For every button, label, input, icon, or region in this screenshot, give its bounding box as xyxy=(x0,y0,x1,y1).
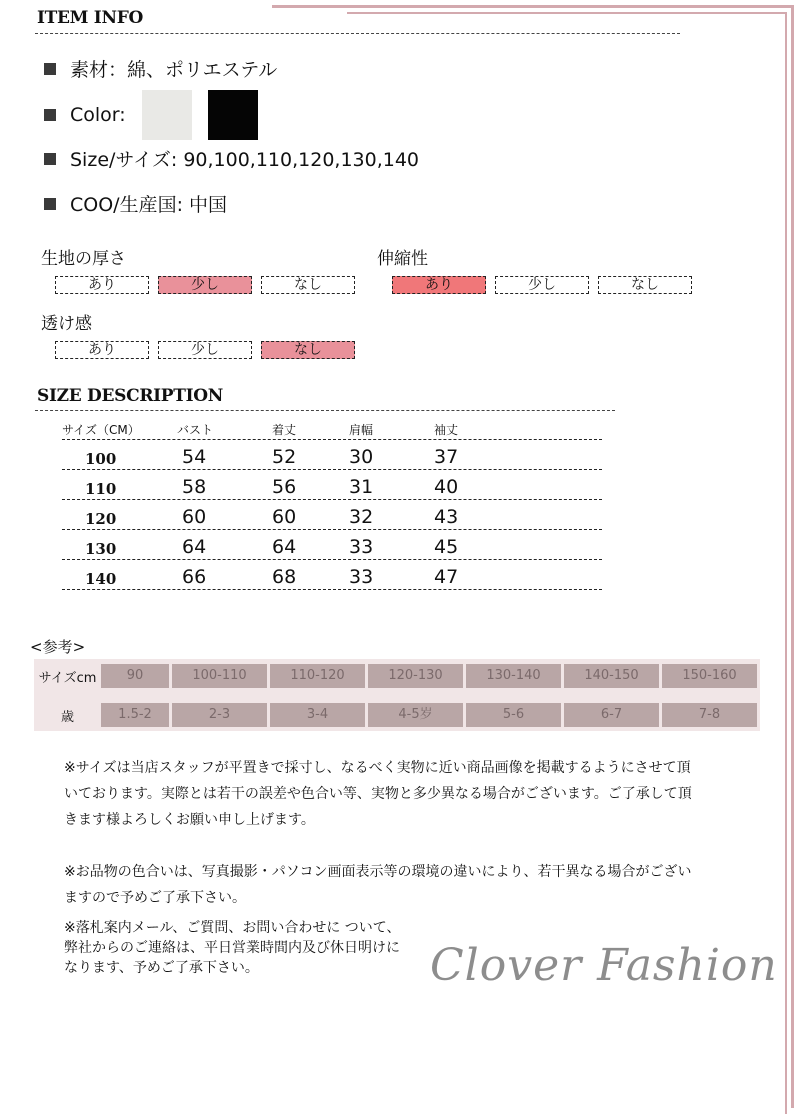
attr-stretch-label: 伸縮性 xyxy=(377,249,428,269)
cell-shoulder: 31 xyxy=(349,476,374,498)
header-size: サイズ（CM） xyxy=(62,423,140,437)
attr-sheer-option-nashi: なし xyxy=(261,341,355,359)
cell-size: 140 xyxy=(85,570,117,588)
cell-length: 68 xyxy=(272,566,297,588)
size-description-divider xyxy=(35,410,615,411)
size-row xyxy=(44,145,419,172)
cell-shoulder: 33 xyxy=(349,566,374,588)
note-contact-hours: ※落札案内メール、ご質問、お問い合わせに ついて、弊社からのご連絡は、平日営業時間内及び休日明けになります、予めご了承下さい。 xyxy=(64,920,401,976)
size-description-title: SIZE DESCRIPTION xyxy=(37,386,224,406)
attr-thickness-option-nashi: なし xyxy=(261,276,355,294)
table-row xyxy=(62,500,602,530)
cell-sleeve: 43 xyxy=(434,506,459,528)
coo-text: COO/生産国: 中国 xyxy=(70,194,228,216)
bullet-square-icon xyxy=(44,109,56,121)
reference-size-cell: 120-130 xyxy=(368,664,463,688)
attr-thickness-options xyxy=(55,276,355,294)
table-row xyxy=(62,470,602,500)
reference-size-cell: 150-160 xyxy=(662,664,757,688)
cell-length: 64 xyxy=(272,536,297,558)
attr-sheer-label: 透け感 xyxy=(41,314,92,334)
cell-size: 100 xyxy=(85,450,117,468)
cell-sleeve: 45 xyxy=(434,536,459,558)
cell-bust: 60 xyxy=(182,506,207,528)
item-info-title: ITEM INFO xyxy=(37,8,143,28)
bullet-square-icon xyxy=(44,63,56,75)
cell-sleeve: 40 xyxy=(434,476,459,498)
reference-size-cell: 110-120 xyxy=(270,664,365,688)
attr-stretch-option-ari: あり xyxy=(392,276,486,294)
header-sleeve: 袖丈 xyxy=(434,423,459,437)
reference-size-cell: 140-150 xyxy=(564,664,659,688)
bullet-square-icon xyxy=(44,198,56,210)
attr-thickness-option-ari: あり xyxy=(55,276,149,294)
cell-bust: 66 xyxy=(182,566,207,588)
attr-stretch-option-sukoshi: 少し xyxy=(495,276,589,294)
coo-row xyxy=(44,190,227,217)
reference-age-cell: 2-3 xyxy=(172,703,267,727)
cell-bust: 54 xyxy=(182,446,207,468)
reference-title: <参考> xyxy=(30,638,86,656)
attr-stretch-option-nashi: なし xyxy=(598,276,692,294)
table-row xyxy=(62,560,602,590)
item-info-divider xyxy=(35,33,680,34)
header-bust: バスト xyxy=(177,423,214,437)
bullet-square-icon xyxy=(44,153,56,165)
table-row xyxy=(62,440,602,470)
attr-thickness-label: 生地の厚さ xyxy=(41,249,126,269)
attr-thickness-option-sukoshi: 少し xyxy=(158,276,252,294)
material-row xyxy=(44,55,277,82)
attr-sheer-option-ari: あり xyxy=(55,341,149,359)
cell-bust: 58 xyxy=(182,476,207,498)
cell-length: 60 xyxy=(272,506,297,528)
reference-age-cell: 6-7 xyxy=(564,703,659,727)
reference-size-row xyxy=(34,664,760,688)
color-row xyxy=(44,90,258,140)
cell-sleeve: 37 xyxy=(434,446,459,468)
reference-age-cell: 7-8 xyxy=(662,703,757,727)
cell-shoulder: 33 xyxy=(349,536,374,558)
cell-sleeve: 47 xyxy=(434,566,459,588)
cell-shoulder: 32 xyxy=(349,506,374,528)
cell-size: 120 xyxy=(85,510,117,528)
table-row xyxy=(62,530,602,560)
reference-size-cell: 100-110 xyxy=(172,664,267,688)
size-text: Size/サイズ: 90,100,110,120,130,140 xyxy=(70,149,420,171)
reference-panel xyxy=(34,659,760,731)
reference-size-cell: 90 xyxy=(101,664,169,688)
header-length: 着丈 xyxy=(272,423,297,437)
color-swatch-white[interactable] xyxy=(142,90,192,140)
color-swatch-black[interactable] xyxy=(208,90,258,140)
note-color-disclaimer: ※お品物の色合いは、写真撮影・パソコン画面表示等の環境の違いにより、若干異なる場合がございますので予めご了承下さい。 xyxy=(64,864,692,906)
reference-age-cell: 1.5-2 xyxy=(101,703,169,727)
brand-logo: Clover Fashion xyxy=(430,940,778,991)
cell-bust: 64 xyxy=(182,536,207,558)
cell-size: 130 xyxy=(85,540,117,558)
reference-age-row xyxy=(34,703,760,727)
cell-size: 110 xyxy=(85,480,117,498)
size-table-header xyxy=(62,418,602,440)
header-shoulder: 肩幅 xyxy=(349,423,374,437)
reference-size-cell: 130-140 xyxy=(466,664,561,688)
reference-age-cell: 5-6 xyxy=(466,703,561,727)
color-label: Color: xyxy=(70,104,126,126)
attr-stretch-options xyxy=(392,276,692,294)
material-text: 素材：綿、ポリエステル xyxy=(70,59,278,81)
reference-size-label: サイズcm xyxy=(38,670,97,686)
reference-age-cell: 3-4 xyxy=(270,703,365,727)
cell-shoulder: 30 xyxy=(349,446,374,468)
cell-length: 56 xyxy=(272,476,297,498)
attr-sheer-options xyxy=(55,341,355,359)
reference-age-label: 歳 xyxy=(60,709,74,725)
reference-age-cell: 4-5岁 xyxy=(368,703,463,727)
cell-length: 52 xyxy=(272,446,297,468)
note-size-disclaimer: ※サイズは当店スタッフが平置きで採寸し、なるべく実物に近い商品画像を掲載するようにさせて頂いております。実際とは若干の誤差や色合い等、実物と多少異なる場合がございます。ご了承して頂きます様よろしくお願い申し上げます。 xyxy=(64,760,692,828)
size-table xyxy=(62,418,602,590)
attr-sheer-option-sukoshi: 少し xyxy=(158,341,252,359)
